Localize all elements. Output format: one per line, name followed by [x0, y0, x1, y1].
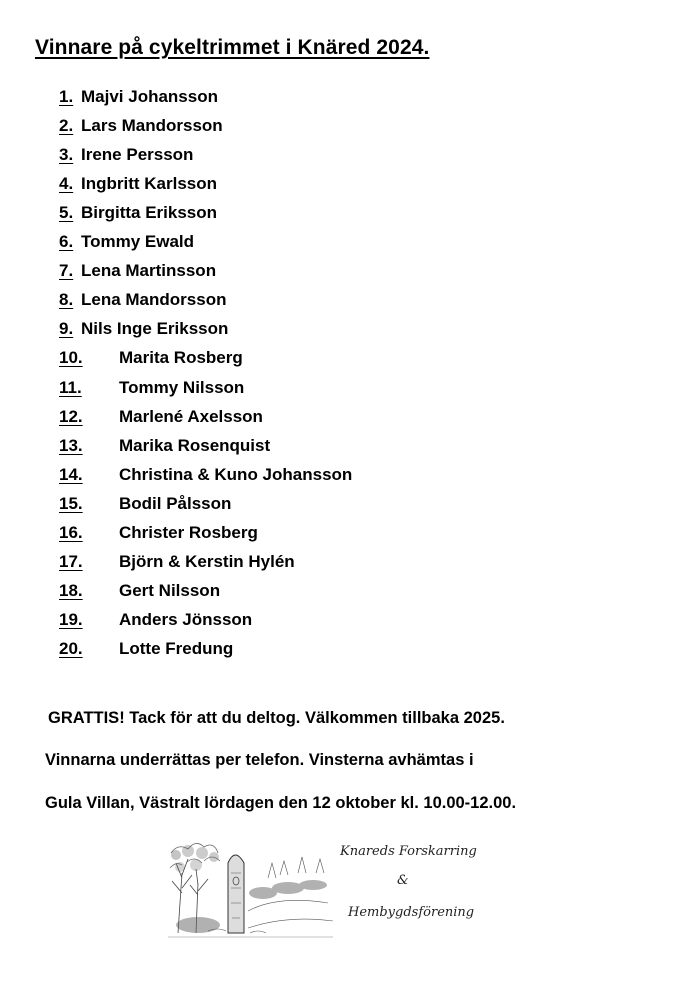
rank-number: 19. — [59, 609, 83, 629]
winner-name: Marlené Axelsson — [119, 406, 263, 426]
rank-number: 14. — [59, 464, 83, 484]
list-item — [59, 549, 295, 575]
list-item — [59, 636, 234, 662]
notice-line-2: Gula Villan, Västralt lördagen den 12 oktober kl. 10.00-12.00. — [45, 794, 517, 812]
list-item — [59, 84, 218, 110]
list-item — [59, 229, 195, 255]
winner-name: Tommy Nilsson — [119, 377, 245, 397]
rank-number: 13. — [59, 435, 83, 455]
list-item — [59, 491, 232, 517]
rank-number: 1. — [59, 87, 74, 106]
list-item — [59, 433, 271, 459]
list-item — [59, 607, 253, 633]
notice-line-1: Vinnarna underrättas per telefon. Vinsterna avhämtas i — [45, 751, 474, 769]
list-item — [59, 578, 221, 604]
logo-text-line-2: & — [397, 873, 409, 888]
rank-number: 5. — [59, 203, 74, 223]
rank-number: 20. — [59, 638, 83, 658]
winner-name: Björn & Kerstin Hylén — [119, 551, 295, 571]
logo-text-line-1: Knareds Forskarring — [340, 844, 477, 859]
rank-number: 8. — [59, 290, 74, 310]
winner-name: Marika Rosenquist — [119, 435, 271, 455]
list-item — [59, 345, 243, 371]
logo-text-line-3: Hembygdsförening — [348, 905, 475, 920]
list-item — [59, 142, 194, 168]
rank-number: 16. — [59, 522, 83, 542]
page-title: Vinnare på cykeltrimmet i Knäred 2024. — [35, 36, 430, 59]
landscape-sketch-illustration — [168, 833, 333, 941]
list-item — [59, 520, 258, 546]
winner-name: Marita Rosberg — [119, 348, 243, 368]
rank-number: 3. — [59, 145, 74, 165]
rank-number: 10. — [59, 348, 83, 368]
congrats-text: GRATTIS! Tack för att du deltog. Välkommen tillbaka 2025. — [48, 709, 505, 727]
winner-name: Nils Inge Eriksson — [81, 319, 229, 339]
rank-number: 6. — [59, 232, 74, 252]
list-item — [59, 375, 245, 401]
winner-name: Gert Nilsson — [119, 580, 221, 600]
rank-number: 4. — [59, 174, 74, 194]
winner-name: Lars Mandorsson — [81, 116, 223, 136]
rank-number: 7. — [59, 261, 74, 281]
rank-number: 12. — [59, 406, 83, 426]
winner-name: Lotte Fredung — [119, 638, 234, 658]
winner-name: Ingbritt Karlsson — [81, 174, 218, 194]
winner-name: Lena Mandorsson — [81, 290, 227, 310]
winner-name: Tommy Ewald — [81, 232, 195, 252]
list-item — [59, 113, 223, 139]
rank-number: 15. — [59, 493, 83, 513]
winner-name: Irene Persson — [81, 145, 194, 165]
rank-number: 17. — [59, 551, 83, 571]
list-item — [59, 404, 263, 430]
list-item — [59, 200, 218, 226]
list-item — [59, 258, 217, 284]
winner-name: Anders Jönsson — [119, 609, 253, 629]
winner-name: Birgitta Eriksson — [81, 203, 218, 223]
list-item — [59, 287, 227, 313]
rank-number: 18. — [59, 580, 83, 600]
winner-name: Bodil Pålsson — [119, 493, 232, 513]
winner-name: Lena Martinsson — [81, 261, 217, 281]
winner-name: Majvi Johansson — [81, 87, 218, 106]
rank-number: 11. — [59, 377, 82, 397]
winner-name: Christina & Kuno Johansson — [119, 464, 353, 484]
winner-name: Christer Rosberg — [119, 522, 258, 542]
list-item — [59, 462, 353, 488]
list-item — [59, 171, 218, 197]
rank-number: 2. — [59, 116, 74, 136]
rank-number: 9. — [59, 319, 74, 339]
list-item — [59, 316, 229, 342]
